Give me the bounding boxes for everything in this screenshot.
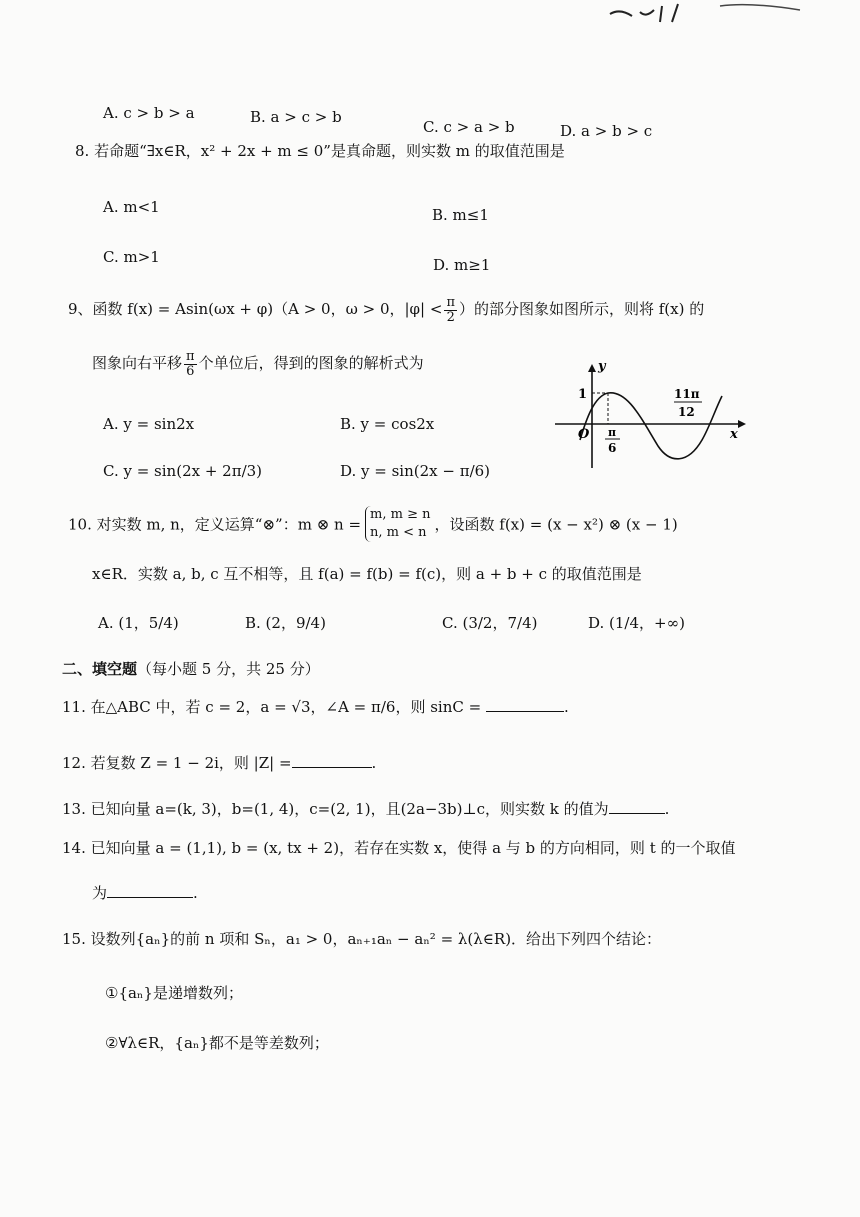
scan-mark <box>600 0 810 26</box>
tick-pi-6-den: 6 <box>608 441 617 455</box>
q13-answer-blank[interactable] <box>609 799 665 814</box>
q7-option-a: A. c > b > a <box>103 104 195 122</box>
q14-question: 14. 已知向量 a = (1,1), b = (x, tx + 2)，若存在实数 x，使得 a 与 b 的方向相同，则 t 的一个取值 <box>62 839 736 857</box>
q7-option-b: B. a > c > b <box>250 108 342 126</box>
x-axis-label: x <box>730 427 738 442</box>
q8-option-a: A. m<1 <box>103 198 160 216</box>
section-title: 二、填空题 <box>62 660 138 678</box>
q7-option-c: C. c > a > b <box>423 118 515 136</box>
q11-answer-blank[interactable] <box>486 697 564 712</box>
q9-sine-graph <box>550 340 750 470</box>
q15-item-2: ②∀λ∈R，{aₙ}都不是等差数列； <box>105 1034 329 1052</box>
q10-option-d: D. (1/4，+∞) <box>588 614 685 632</box>
q10-option-a: A. (1，5/4) <box>98 614 179 632</box>
q9-fraction-pi-2: $\frac{\pi}{2}$ <box>446 295 455 325</box>
q15-item-1: ①{aₙ}是递增数列； <box>105 984 243 1002</box>
q9-option-c: C. y = sin(2x + 2π/3) <box>103 462 263 480</box>
q7-option-d: D. a > b > c <box>560 122 653 140</box>
q12-question: 12. 若复数 Z = 1 − 2i，则 |Z| = . <box>62 754 377 772</box>
q9-question: 9、函数 f(x) = Asin(ωx + φ)（A > 0，ω > 0，|φ| < $\frac{\pi}{2}$ ）的部分图象如图所示，则将 f(x) 的 <box>68 295 705 325</box>
tick-11pi-12-den: 12 <box>678 405 695 419</box>
q11-question: 11. 在△ABC 中，若 c = 2，a = √3，∠A = π/6，则 sinC = . <box>62 698 569 716</box>
y-axis-arrow <box>588 364 596 372</box>
q8-option-b: B. m≤1 <box>432 206 489 224</box>
x-axis-arrow <box>738 420 746 428</box>
q9-option-b: B. y = cos2x <box>340 415 435 433</box>
q15-question: 15. 设数列{aₙ}的前 n 项和 Sₙ，a₁ > 0，aₙ₊₁aₙ − aₙ² = λ(λ∈R)．给出下列四个结论： <box>62 930 662 948</box>
q9-question-line2: 图象向右平移 $\frac{\pi}{6}$ 个单位后，得到的图象的解析式为 <box>92 349 424 379</box>
q9-fraction-pi-6: $\frac{\pi}{6}$ <box>186 349 195 379</box>
section-heading <box>62 658 320 679</box>
y-axis-label: y <box>598 359 606 374</box>
q8-option-c: C. m>1 <box>103 248 160 266</box>
tick-11pi-12-num: 11π <box>674 387 700 401</box>
tick-pi-6-num: π <box>608 426 617 439</box>
q10-option-b: B. (2，9/4) <box>245 614 326 632</box>
origin-label: O <box>578 427 590 442</box>
q10-question-line2: x∈R．实数 a, b, c 互不相等，且 f(a) = f(b) = f(c)，则 a + b + c 的取值范围是 <box>92 565 642 583</box>
q14-answer-blank[interactable] <box>107 883 193 898</box>
q12-answer-blank[interactable] <box>292 753 372 768</box>
q10-piecewise: m, m ≥ n n, m < n <box>365 506 430 542</box>
q14-question-line2: 为 . <box>92 884 198 902</box>
q9-option-a: A. y = sin2x <box>103 415 195 433</box>
q9-option-d: D. y = sin(2x − π/6) <box>340 462 491 480</box>
q8-option-d: D. m≥1 <box>433 256 491 274</box>
section-note: （每小题 5 分，共 25 分） <box>137 660 320 678</box>
q10-option-c: C. (3/2，7/4) <box>442 614 538 632</box>
one-label: 1 <box>578 387 588 402</box>
q8-question: 8. 若命题“∃x∈R，x² + 2x + m ≤ 0”是真命题，则实数 m 的取值范围是 <box>75 142 565 160</box>
q13-question: 13. 已知向量 a=(k, 3)，b=(1, 4)，c=(2, 1)，且(2a−3b)⊥c，则实数 k 的值为 . <box>62 800 670 818</box>
q10-question: 10. 对实数 m, n，定义运算“⊗”：m ⊗ n = m, m ≥ n n, m < n ，设函数 f(x) = (x − x²) ⊗ (x − 1) <box>68 506 678 542</box>
sine-curve <box>580 393 722 459</box>
